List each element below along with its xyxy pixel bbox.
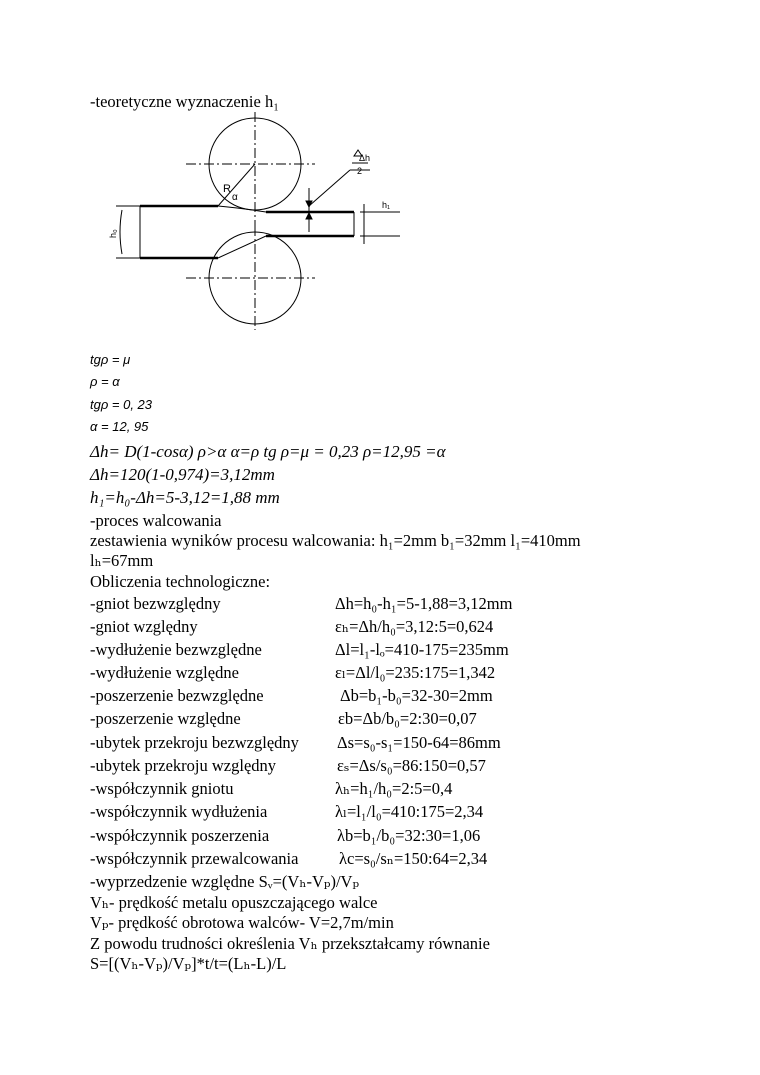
two-label: 2 bbox=[357, 166, 363, 176]
calc-label: -współczynnik gniotu bbox=[90, 779, 234, 798]
calc-label: -poszerzenie bezwzględne bbox=[90, 686, 264, 705]
calc-label: -ubytek przekroju bezwzględny bbox=[90, 733, 299, 752]
process-title: -proces walcowania bbox=[90, 511, 222, 530]
contact-arc-bottom bbox=[218, 236, 266, 258]
vp-definition: Vₚ- prędkość obrotowa walców- V=2,7m/min bbox=[90, 913, 394, 932]
calc-value: εₗ=Δl/l₀=235:175=1,342 bbox=[335, 663, 496, 682]
calc-value: λₗ=l₁/l₀=410:175=2,34 bbox=[335, 802, 484, 821]
dh-leader bbox=[309, 170, 350, 206]
math-line-2: ρ = α bbox=[90, 374, 120, 389]
advance-line: -wyprzedzenie względne Sᵥ=(Vₕ-Vₚ)/Vₚ bbox=[90, 872, 360, 891]
calc-value: λc=s₀/sₙ=150:64=2,34 bbox=[339, 849, 488, 868]
summary-line-2: lₕ=67mm bbox=[90, 551, 154, 570]
vh-definition: Vₕ- prędkość metalu opuszczającego walce bbox=[90, 893, 378, 912]
h0-label: h₀ bbox=[108, 229, 118, 238]
formula-2: Δh=120(1-0,974)=3,12mm bbox=[90, 465, 275, 484]
final-equation: S=[(Vₕ-Vₚ)/Vₚ]*t/t=(Lₕ-L)/L bbox=[90, 954, 287, 973]
calc-label: -wydłużenie względne bbox=[90, 663, 239, 682]
calc-heading: Obliczenia technologiczne: bbox=[90, 572, 271, 591]
calc-label: -współczynnik poszerzenia bbox=[90, 826, 270, 845]
dh-arrow-up bbox=[306, 213, 312, 219]
calc-value: εₛ=Δs/s₀=86:150=0,57 bbox=[337, 756, 486, 775]
calc-value: λb=b₁/b₀=32:30=1,06 bbox=[337, 826, 481, 845]
math-line-1: tgρ = μ bbox=[90, 352, 131, 367]
h0-dimension bbox=[120, 210, 122, 254]
calc-value: εb=Δb/b₀=2:30=0,07 bbox=[338, 709, 477, 728]
calc-value: λₕ=h₁/h₀=2:5=0,4 bbox=[335, 779, 453, 798]
h1-label: h₁ bbox=[382, 200, 391, 210]
calc-label: -gniot względny bbox=[90, 617, 198, 636]
formula-3: h₁=h₀-Δh=5-3,12=1,88 mm bbox=[90, 488, 280, 507]
calc-label: -poszerzenie względne bbox=[90, 709, 241, 728]
calc-value: Δb=b₁-b₀=32-30=2mm bbox=[340, 686, 493, 705]
calc-label: -gniot bezwzględny bbox=[90, 594, 221, 613]
strip-outline bbox=[140, 206, 354, 258]
calc-label: -ubytek przekroju względny bbox=[90, 756, 277, 775]
calc-label: -współczynnik przewalcowania bbox=[90, 849, 299, 868]
section-heading: -teoretyczne wyznaczenie h₁ bbox=[90, 92, 279, 111]
calc-value: εₕ=Δh/h₀=3,12:5=0,624 bbox=[335, 617, 494, 636]
dh-label: Δh bbox=[359, 153, 371, 163]
calc-label: -wydłużenie bezwzględne bbox=[90, 640, 262, 659]
reason-line: Z powodu trudności określenia Vₕ przekształcamy równanie bbox=[90, 934, 490, 953]
rolling-diagram bbox=[100, 108, 400, 333]
calc-value: Δl=l₁-lₒ=410-175=235mm bbox=[335, 640, 509, 659]
alpha-label: α bbox=[232, 192, 238, 203]
calc-value: Δs=s₀-s₁=150-64=86mm bbox=[337, 733, 501, 752]
calc-label: -współczynnik wydłużenia bbox=[90, 802, 268, 821]
radius-label: R bbox=[223, 183, 231, 195]
math-line-4: α = 12, 95 bbox=[90, 419, 149, 434]
calc-value: Δh=h₀-h₁=5-1,88=3,12mm bbox=[335, 594, 513, 613]
summary-line-1: zestawienia wyników procesu walcowania: h₁=2mm b₁=32mm l₁=410mm bbox=[90, 531, 581, 550]
formula-1: Δh= D(1-cosα) ρ>α α=ρ tg ρ=μ = 0,23 ρ=12,95 =α bbox=[90, 442, 446, 461]
math-line-3: tgρ = 0, 23 bbox=[90, 397, 153, 412]
contact-arc-top bbox=[218, 206, 266, 212]
